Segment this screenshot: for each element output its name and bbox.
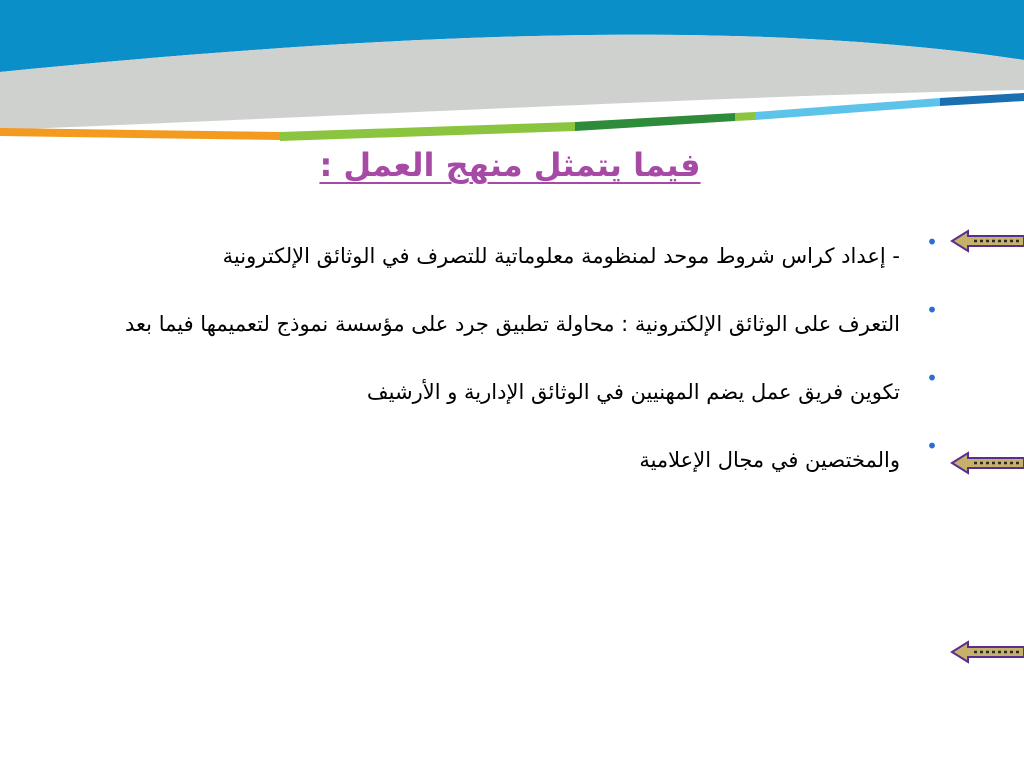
bullet-text: التعرف على الوثائق الإلكترونية : محاولة تطبيق جرد على مؤسسة نموذج لتعميمها فيما بعد	[125, 312, 900, 336]
bullet-text: - إعداد كراس شروط موحد لمنظومة معلوماتية للتصرف في الوثائق الإلكترونية	[222, 244, 900, 268]
bullet-dot-icon: •	[926, 366, 938, 390]
list-item	[40, 222, 940, 290]
left-arrow-icon	[950, 640, 1024, 664]
bullet-text: والمختصين في مجال الإعلامية	[639, 448, 900, 472]
bullet-text: تكوين فريق عمل يضم المهنيين في الوثائق الإدارية و الأرشيف	[366, 380, 900, 404]
list-item	[40, 358, 940, 426]
slide-title: فيما يتمثل منهج العمل :	[319, 146, 701, 184]
left-arrow-icon	[950, 451, 1024, 475]
bullet-list	[40, 222, 940, 494]
bullet-dot-icon: •	[926, 230, 938, 254]
bullet-dot-icon: •	[926, 298, 938, 322]
bullet-dot-icon: •	[926, 434, 938, 458]
left-arrow-icon	[950, 229, 1024, 253]
list-item	[40, 426, 940, 494]
header-decoration	[0, 0, 1024, 150]
list-item	[40, 290, 940, 358]
